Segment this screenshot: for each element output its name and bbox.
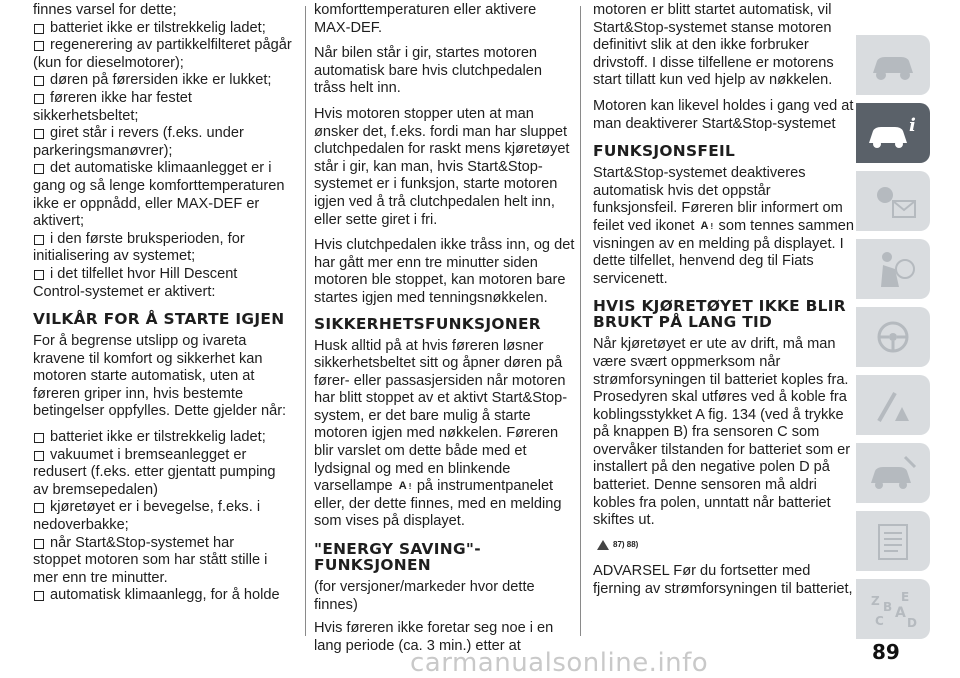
paragraph-text: Husk alltid på at hvis føreren løsner sikkerhetsbeltet sitt og åpner døren på fører- eller passasjersiden når motoren har blitt stoppet av et aktivt Start&Stop-system, er det bare mulig å starte motoren igjen med nøkkelen. Føreren blir varslet om dette både med et lydsignal og med en blinkende varsellampe bbox=[314, 337, 568, 495]
chapter-tab-car-info[interactable] bbox=[856, 35, 930, 95]
column-divider-1 bbox=[305, 6, 306, 636]
svg-text:C: C bbox=[875, 614, 884, 628]
bullet-item: giret står i revers (f.eks. under bbox=[33, 125, 295, 143]
specifications-list-icon bbox=[865, 519, 921, 563]
bullet-continuation: ikke er oppnådd, eller MAX-DEF er bbox=[33, 195, 260, 212]
bullet-item: kjøretøyet er i bevegelse, f.eks. i bbox=[33, 499, 295, 517]
svg-text:B: B bbox=[883, 600, 893, 614]
bullet-item: automatisk klimaanlegg, for å holde bbox=[33, 587, 295, 605]
bullet-continuation: (kun for dieselmotorer); bbox=[33, 54, 184, 71]
section-heading: FUNKSJONSFEIL bbox=[593, 142, 736, 161]
page-number: 89 bbox=[872, 640, 900, 664]
bullet-item: i det tilfellet hvor Hill Descent bbox=[33, 266, 295, 284]
car-i-icon bbox=[865, 113, 921, 153]
paragraph: komforttemperaturen eller aktivere MAX-DEF. bbox=[314, 2, 537, 36]
paragraph: For å begrense utslipp og ivareta kravene til komfort og sikkerhet kan motoren starte automatisk, uten at føreren griper inn, hvis bestemte betingelser oppfylles. Dette gjelder når: bbox=[33, 333, 287, 420]
paragraph-text: Start&Stop-systemet deaktiveres automatisk hvis det oppstår funksjonsfeil. Føreren blir informert om feilet ved ikonet bbox=[593, 165, 843, 234]
paragraph: Hvis clutchpedalen ikke tråss inn, og det har gått mer enn tre minutter siden motoren ble stoppet, kan motoren bare startes igjen med tenningsnøkkelen. bbox=[314, 237, 575, 306]
steering-wheel-icon bbox=[865, 315, 921, 359]
text-column-1 bbox=[33, 2, 295, 605]
bullet-item: døren på førersiden ikke er lukket; bbox=[33, 72, 295, 90]
chapter-sidebar bbox=[856, 35, 930, 647]
text-column-3 bbox=[593, 2, 855, 607]
column-divider-2 bbox=[580, 6, 581, 636]
bullet-item: batteriet ikke er tilstrekkelig ladet; bbox=[33, 20, 295, 38]
paragraph: Når kjøretøyet er ute av drift, må man være svært oppmerksom når strømforsyningen til batteriet koples fra. Prosedyren skal utføres ved å koble fra koblingsstykket A fig. 134 (ved å trykke på knappen B) fra sensoren C som overvåker tilstanden for batteriet som er installert på den negative polen D på batteriet. Denne sensoren må aldri kobles fra polen, unntatt når batteriet skiftes ut. bbox=[593, 336, 851, 529]
bullet-continuation: stoppet motoren som har stått stille i bbox=[33, 552, 268, 569]
bullet-continuation: nedoverbakke; bbox=[33, 517, 129, 534]
bullet-item: det automatiske klimaanlegget er i bbox=[33, 160, 295, 178]
paragraph-text: som tennes sammen visningen av en melding på displayet. I dette tilfellet, henvend deg til Fiats servicenett. bbox=[593, 217, 855, 287]
bullet-item: føreren ikke har festet bbox=[33, 90, 295, 108]
bullet-item: batteriet ikke er tilstrekkelig ladet; bbox=[33, 429, 295, 447]
svg-text:Z: Z bbox=[871, 594, 880, 608]
warning-reference bbox=[597, 536, 855, 554]
bullet-continuation: initialisering av systemet; bbox=[33, 248, 196, 265]
section-heading: "ENERGY SAVING"-FUNKSJONEN bbox=[314, 540, 481, 575]
chapter-tab-maintenance[interactable] bbox=[856, 443, 930, 503]
svg-text:i: i bbox=[909, 115, 916, 136]
watermark: carmanualsonline.info bbox=[410, 648, 709, 678]
paragraph: finnes varsel for dette; bbox=[33, 2, 177, 18]
chapter-tab-technical-data[interactable] bbox=[856, 511, 930, 571]
alphabetical-index-icon bbox=[865, 587, 921, 631]
chapter-tab-safety[interactable] bbox=[856, 239, 930, 299]
bullet-item: vakuumet i bremseanlegget er bbox=[33, 447, 295, 465]
paragraph: motoren er blitt startet automatisk, vil Start&Stop-systemet stanse motoren definitivt slik at den ikke forbruker drivstoff. I disse tilfellene er motorens start tillatt kun ved hjelp av nøkkelen. bbox=[593, 2, 834, 89]
chapter-tab-car-i[interactable] bbox=[856, 103, 930, 163]
airbag-person-icon bbox=[865, 247, 921, 291]
warning-lamp-icon: A ! bbox=[700, 219, 714, 232]
bullet-continuation: mer enn tre minutter. bbox=[33, 569, 168, 586]
svg-text:A: A bbox=[895, 605, 906, 621]
bullet-continuation: aktivert; bbox=[33, 213, 85, 230]
warning-lamp-icon: A ! bbox=[398, 479, 412, 492]
bullet-item: regenerering av partikkelfilteret pågår bbox=[33, 37, 295, 55]
paragraph bbox=[593, 165, 855, 288]
section-heading: VILKÅR FOR Å STARTE IGJEN bbox=[33, 310, 285, 329]
section-heading: HVIS KJØRETØYET IKKE BLIR BRUKT PÅ LANG TID bbox=[593, 297, 846, 332]
text-column-2 bbox=[314, 2, 576, 663]
bullet-continuation: redusert (f.eks. etter gjentatt pumping bbox=[33, 464, 276, 481]
paragraph-text: på instrumentpanelet eller, der dette finnes, med en melding som vises på displayet. bbox=[314, 478, 562, 530]
roadside-tools-icon bbox=[865, 383, 921, 427]
bullet-item: når Start&Stop-systemet har bbox=[33, 535, 295, 553]
warning-triangle-icon bbox=[597, 540, 609, 550]
bullet-item: i den første bruksperioden, for bbox=[33, 231, 295, 249]
bullet-continuation: sikkerhetsbeltet; bbox=[33, 107, 139, 124]
paragraph: (for versjoner/markeder hvor dette finnes) bbox=[314, 579, 535, 613]
warning-reference-text: 87) 88) bbox=[613, 539, 639, 549]
bullet-continuation: Control-systemet er aktivert: bbox=[33, 283, 216, 300]
chapter-tab-index[interactable] bbox=[856, 579, 930, 639]
paragraph: Hvis føreren ikke foretar seg noe i en lang periode (ca. 3 min.) etter at bbox=[314, 620, 554, 654]
svg-text:E: E bbox=[901, 590, 910, 604]
paragraph: Hvis motoren stopper uten at man ønsker det, f.eks. fordi man har sluppet clutchpedalen for raskt mens kjøretøyet står i gir, kan man, hvis Start&Stop-systemet er i funksjon, starte motoren igjen ved å trå clutchpedalen helt inn, eller sette giret i fri. bbox=[314, 105, 570, 228]
paragraph: Når bilen står i gir, startes motoren automatisk bare hvis clutchpedalen tråss helt inn. bbox=[314, 45, 542, 97]
bullet-continuation: parkeringsmanøvrer); bbox=[33, 142, 173, 159]
bullet-continuation: av bremsepedalen) bbox=[33, 481, 158, 498]
chapter-tab-warning-lights[interactable] bbox=[856, 171, 930, 231]
section-heading: SIKKERHETSFUNKSJONER bbox=[314, 314, 541, 333]
warning-lights-icon bbox=[865, 179, 921, 223]
paragraph bbox=[314, 338, 576, 532]
chapter-tab-emergency[interactable] bbox=[856, 375, 930, 435]
paragraph: ADVARSEL Før du fortsetter med fjerning av strømforsyningen til batteriet, bbox=[593, 563, 853, 598]
car-service-icon bbox=[865, 451, 921, 495]
bullet-continuation: gang og så lenge komforttemperaturen bbox=[33, 177, 285, 194]
chapter-tab-starting-driving[interactable] bbox=[856, 307, 930, 367]
paragraph: Motoren kan likevel holdes i gang ved at man deaktiverer Start&Stop-systemet bbox=[593, 97, 854, 132]
svg-text:D: D bbox=[907, 616, 917, 630]
car-info-icon bbox=[865, 45, 921, 85]
